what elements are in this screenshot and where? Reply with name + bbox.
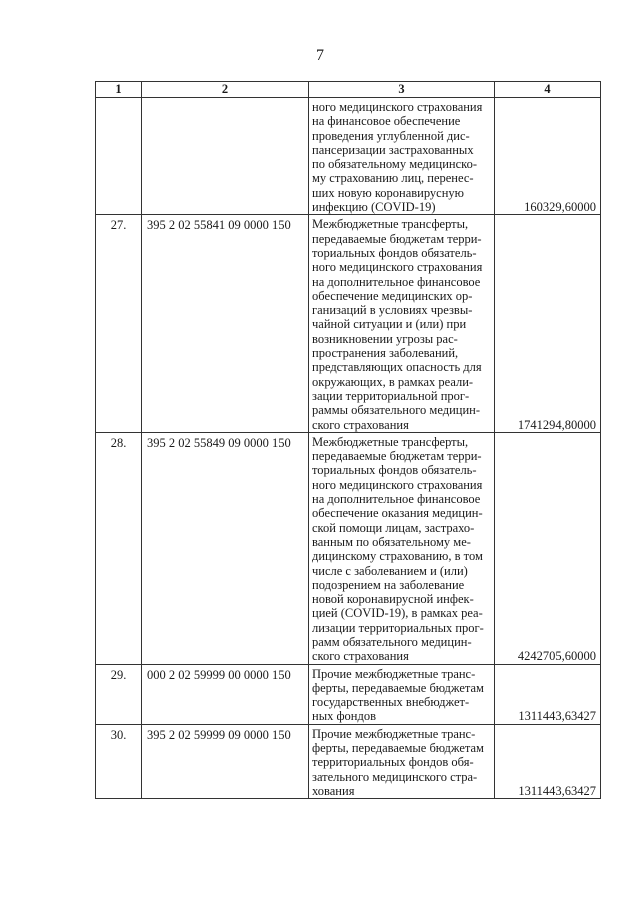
amount-value: 1311443,63427 [495, 664, 601, 724]
row-number: 29. [96, 664, 142, 724]
description-line: Межбюджетные трансферты, [312, 434, 469, 449]
description-line: ского страхования [312, 417, 409, 432]
description-line: передаваемые бюджетам терри- [312, 449, 482, 464]
description-line: ного медицинского страхования [312, 100, 483, 114]
table-body [96, 98, 601, 799]
budget-classification-code: 395 2 02 55849 09 0000 150 [142, 432, 309, 664]
description-line: на дополнительное финансовое [312, 274, 481, 289]
revenue-description [309, 432, 495, 664]
table-header [96, 82, 601, 98]
amount-value: 1311443,63427 [495, 724, 601, 798]
amount-value: 4242705,60000 [495, 432, 601, 664]
column-header-2: 2 [142, 82, 309, 98]
description-line: ториальных фондов обязатель- [312, 245, 477, 260]
description-line: на дополнительное финансовое [312, 492, 481, 507]
description-line: возникновении угрозы рас- [312, 331, 458, 346]
budget-classification-code [142, 98, 309, 215]
column-header-1: 1 [96, 82, 142, 98]
page-number: 7 [316, 47, 324, 64]
description-line: ванным по обязательному ме- [312, 534, 471, 549]
description-line: окружающих, в рамках реали- [312, 374, 474, 389]
description-line: проведения углубленной дис- [312, 128, 470, 143]
description-line: Прочие межбюджетные транс- [312, 726, 476, 741]
table-row [96, 432, 601, 664]
description-line: территориальных фондов обя- [312, 755, 474, 770]
amount-value: 1741294,80000 [495, 215, 601, 432]
description-line: передаваемые бюджетам терри- [312, 231, 482, 246]
description-line: ших новую коронавирусную [312, 185, 464, 200]
appropriations-table [95, 81, 601, 799]
description-line: ганизаций в условиях чрезвы- [312, 303, 473, 318]
description-line: чайной ситуации и (или) при [312, 317, 467, 332]
description-line: числе с заболеванием и (или) [312, 563, 468, 578]
description-line: подозрением на заболевание [312, 577, 465, 592]
revenue-description [309, 98, 495, 215]
description-line: зации территориальной прог- [312, 388, 470, 403]
description-line: ской помощи лицам, застрахо- [312, 520, 475, 535]
description-line: ного медицинского страхования [312, 477, 483, 492]
column-header-3: 3 [309, 82, 495, 98]
revenue-description [309, 664, 495, 724]
row-number [96, 98, 142, 215]
row-number: 28. [96, 432, 142, 664]
revenue-description [309, 215, 495, 432]
description-line: хования [312, 783, 355, 798]
table-row [96, 215, 601, 432]
description-line: ского страхования [312, 649, 409, 664]
budget-classification-code: 000 2 02 59999 00 0000 150 [142, 664, 309, 724]
description-line: му страхованию лиц, перенес- [312, 171, 474, 186]
table-row [96, 98, 601, 215]
description-line: ных фондов [312, 709, 377, 724]
budget-classification-code: 395 2 02 59999 09 0000 150 [142, 724, 309, 798]
budget-classification-code: 395 2 02 55841 09 0000 150 [142, 215, 309, 432]
row-number: 30. [96, 724, 142, 798]
table-row [96, 664, 601, 724]
amount-value: 160329,60000 [495, 98, 601, 215]
description-line: рамм обязательного медицин- [312, 634, 472, 649]
description-line: лизации территориальных прог- [312, 620, 484, 635]
description-line: дицинскому страхованию, в том [312, 549, 483, 564]
description-line: ного медицинского страхования [312, 260, 483, 275]
description-line: Прочие межбюджетные транс- [312, 666, 476, 681]
description-line: обеспечение медицинских ор- [312, 288, 473, 303]
revenue-description [309, 724, 495, 798]
description-line: Межбюджетные трансферты, [312, 217, 469, 232]
description-line: раммы обязательного медицин- [312, 403, 481, 418]
column-header-4: 4 [495, 82, 601, 98]
row-number: 27. [96, 215, 142, 432]
description-line: ферты, передаваемые бюджетам [312, 741, 484, 756]
description-line: зательного медицинского стра- [312, 769, 478, 784]
description-line: пансеризации застрахованных [312, 142, 474, 157]
description-line: государственных внебюджет- [312, 695, 470, 710]
description-line: новой коронавирусной инфек- [312, 592, 474, 607]
description-line: на финансовое обеспечение [312, 114, 461, 129]
description-line: цией (COVID-19), в рамках реа- [312, 606, 483, 621]
description-line: ферты, передаваемые бюджетам [312, 680, 484, 695]
description-line: ториальных фондов обязатель- [312, 463, 477, 478]
table-row [96, 724, 601, 798]
description-line: инфекцию (COVID-19) [312, 200, 436, 215]
description-line: обеспечение оказания медицин- [312, 506, 483, 521]
description-line: представляющих опасность для [312, 360, 482, 375]
table-header-row [96, 82, 601, 98]
description-line: по обязательному медицинско- [312, 157, 478, 172]
description-line: пространения заболеваний, [312, 346, 459, 361]
